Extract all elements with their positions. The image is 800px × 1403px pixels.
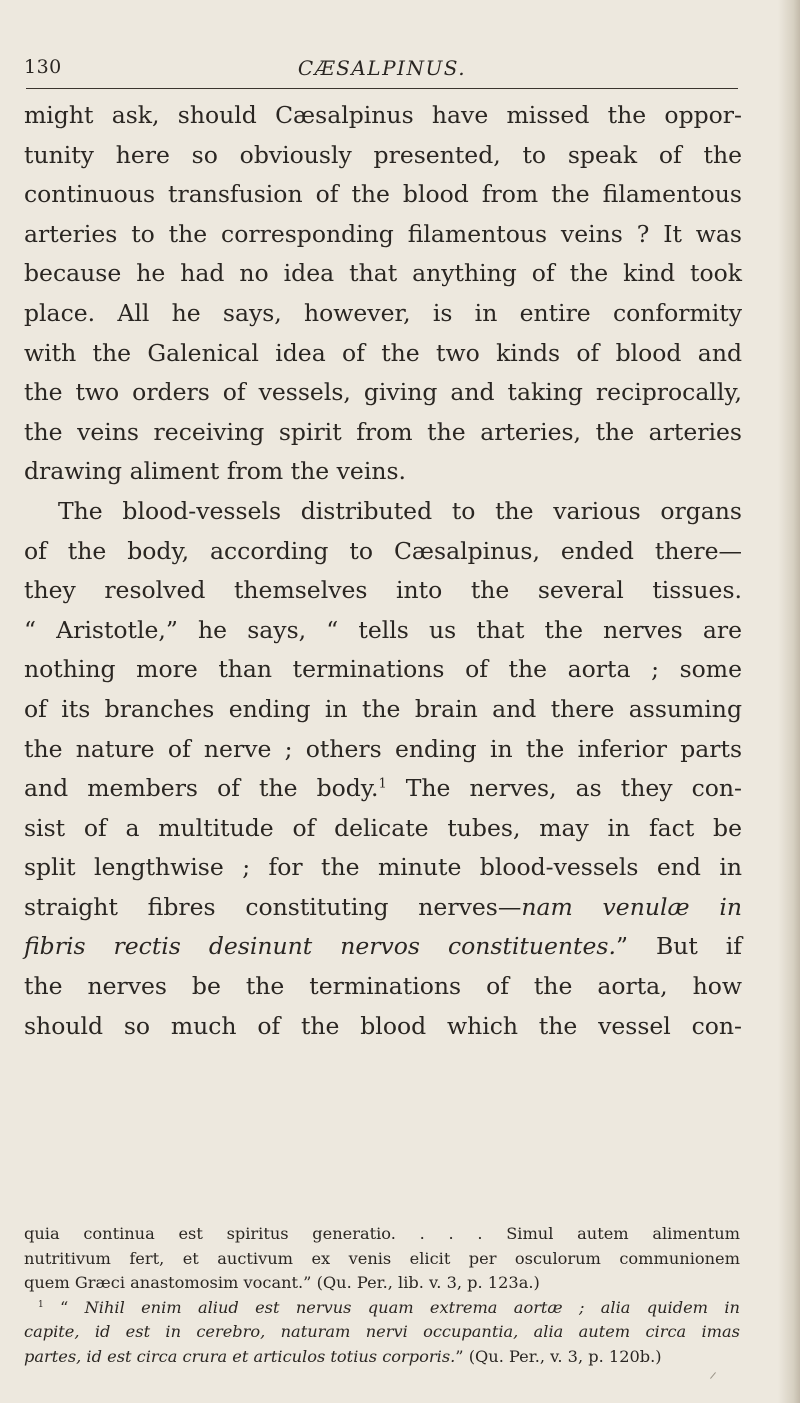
text-line: the veins receiving spirit from the arteries, the arteries bbox=[24, 417, 742, 446]
footnote-line bbox=[24, 1345, 740, 1370]
text-fragment: ” (Qu. Per., v. 3, p. 120b.) bbox=[455, 1346, 662, 1366]
page-edge-shadow bbox=[778, 0, 800, 1403]
footnote-number: 1 bbox=[38, 1299, 44, 1310]
footnote-line: nutritivum fert, et auctivum ex venis elicit per osculorum communionem bbox=[24, 1248, 740, 1268]
text-line: nothing more than terminations of the aorta ; some bbox=[24, 655, 742, 684]
text-line: should so much of the blood which the vessel con- bbox=[24, 1011, 742, 1040]
text-line: they resolved themselves into the several tissues. bbox=[24, 576, 742, 605]
text-line: The blood-vessels distributed to the various organs bbox=[58, 496, 742, 525]
footnote-line bbox=[24, 1296, 740, 1321]
text-line: continuous transfusion of the blood from the filamentous bbox=[24, 180, 742, 209]
text-line: “ Aristotle,” he says, “ tells us that the nerves are bbox=[24, 615, 742, 644]
text-line: the two orders of vessels, giving and taking reciprocally, bbox=[24, 378, 742, 407]
text-fragment: and members of the body. bbox=[24, 774, 379, 803]
page-header bbox=[24, 56, 740, 86]
latin-quote: fibris rectis desinunt nervos constituentes. bbox=[24, 932, 616, 961]
text-line bbox=[24, 769, 742, 809]
latin-quote: Nihil enim aliud est nervus quam extrema aortæ ; alia quidem in bbox=[84, 1297, 740, 1317]
text-line: split lengthwise ; for the minute blood-vessels end in bbox=[24, 853, 742, 882]
header-rule bbox=[26, 88, 738, 89]
text-fragment: ” But if bbox=[615, 932, 742, 961]
text-line bbox=[24, 927, 742, 967]
footnote-line: quia continua est spiritus generatio. . . . Simul autem alimentum bbox=[24, 1224, 740, 1243]
text-fragment: The nerves, as they con- bbox=[405, 774, 742, 803]
footnote-line: quem Græci anastomosim vocant.” (Qu. Per., lib. v. 3, p. 123a.) bbox=[24, 1273, 540, 1292]
text-line: because he had no idea that anything of the kind took bbox=[24, 259, 742, 288]
text-line: drawing aliment from the veins. bbox=[24, 457, 407, 486]
text-fragment: “ bbox=[60, 1297, 69, 1317]
pencil-mark bbox=[710, 1372, 716, 1379]
body-text bbox=[24, 96, 742, 1046]
text-line: might ask, should Cæsalpinus have missed the oppor- bbox=[24, 101, 742, 129]
text-line: place. All he says, however, is in entire conformity bbox=[24, 298, 742, 327]
footnote-ref: 1 bbox=[378, 776, 387, 792]
text-line: of its branches ending in the brain and there assuming bbox=[24, 694, 742, 723]
text-line: tunity here so obviously presented, to speak of the bbox=[24, 140, 742, 169]
text-line: of the body, according to Cæsalpinus, ended there— bbox=[24, 536, 742, 565]
page-number: 130 bbox=[24, 56, 62, 78]
latin-quote: nam venulæ in bbox=[521, 892, 743, 921]
text-line: the nature of nerve ; others ending in the inferior parts bbox=[24, 734, 742, 763]
text-line: the nerves be the terminations of the aorta, how bbox=[24, 972, 742, 1001]
text-line: arteries to the corresponding filamentous veins ? It was bbox=[24, 219, 742, 248]
footnotes bbox=[24, 1222, 740, 1369]
text-line: with the Galenical idea of the two kinds of blood and bbox=[24, 338, 742, 367]
running-head: CÆSALPINUS. bbox=[297, 56, 467, 80]
latin-quote: partes, id est circa crura et articulos totius corporis. bbox=[24, 1346, 456, 1366]
text-fragment: straight fibres constituting nerves— bbox=[24, 892, 522, 921]
text-line bbox=[24, 888, 742, 928]
text-line: sist of a multitude of delicate tubes, may in fact be bbox=[24, 813, 742, 842]
footnote-line: capite, id est in cerebro, naturam nervi occupantia, alia autem circa imas bbox=[24, 1322, 740, 1341]
